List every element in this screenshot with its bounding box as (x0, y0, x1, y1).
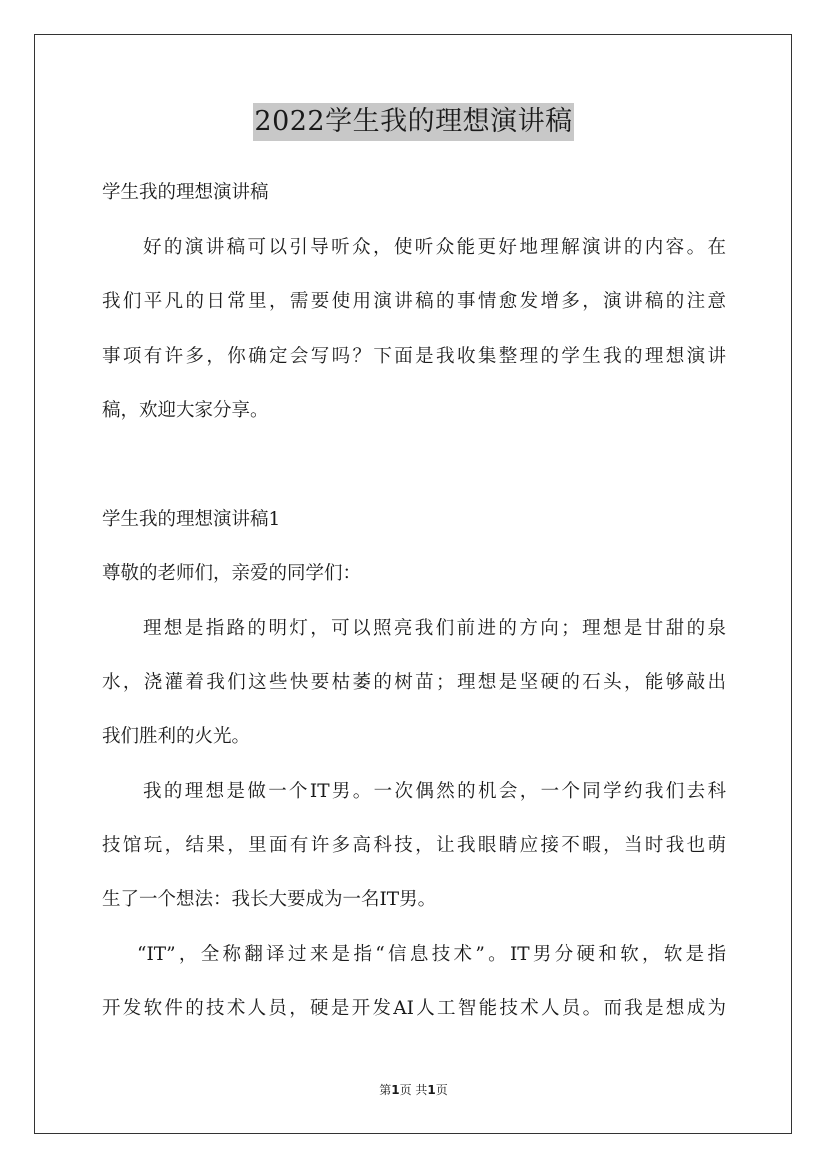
para3-line-1: “IT”，全称翻译过来是指“信息技术”。IT男分硬和软，软是指 (137, 944, 726, 965)
footer-prefix: 第 (379, 1083, 392, 1097)
footer-suffix: 页 (435, 1083, 448, 1097)
subtitle: 学生我的理想演讲稿 (102, 182, 269, 203)
footer-mid: 页 共 (399, 1083, 428, 1097)
para1-line-1: 理想是指路的明灯，可以照亮我们前进的方向；理想是甘甜的泉 (143, 618, 726, 639)
para3-line-2: 开发软件的技术人员，硬是开发AI人工智能技术人员。而我是想成为 (102, 998, 726, 1019)
greeting: 尊敬的老师们，亲爱的同学们： (102, 563, 362, 584)
para2-line-1: 我的理想是做一个IT男。一次偶然的机会，一个同学约我们去科 (143, 781, 726, 802)
document-title: 2022学生我的理想演讲稿 (253, 103, 573, 141)
intro-line-1: 好的演讲稿可以引导听众，使听众能更好地理解演讲的内容。在 (143, 237, 726, 258)
intro-line-4: 稿，欢迎大家分享。 (102, 400, 269, 421)
para1-line-3: 我们胜利的火光。 (102, 726, 251, 747)
footer-page-current: 1 (391, 1083, 400, 1097)
para1-line-2: 水，浇灌着我们这些快要枯萎的树苗；理想是坚硬的石头，能够敲出 (102, 672, 726, 693)
para2-line-3: 生了一个想法：我长大要成为一名IT男。 (102, 889, 437, 910)
intro-line-3: 事项有许多，你确定会写吗？下面是我收集整理的学生我的理想演讲 (102, 346, 726, 367)
page-footer (0, 1082, 827, 1098)
section-heading: 学生我的理想演讲稿1 (102, 509, 281, 530)
intro-line-2: 我们平凡的日常里，需要使用演讲稿的事情愈发增多，演讲稿的注意 (102, 291, 726, 312)
footer-page-total: 1 (427, 1083, 436, 1097)
title-container (0, 103, 827, 141)
para2-line-2: 技馆玩，结果，里面有许多高科技，让我眼睛应接不暇，当时我也萌 (102, 835, 726, 856)
